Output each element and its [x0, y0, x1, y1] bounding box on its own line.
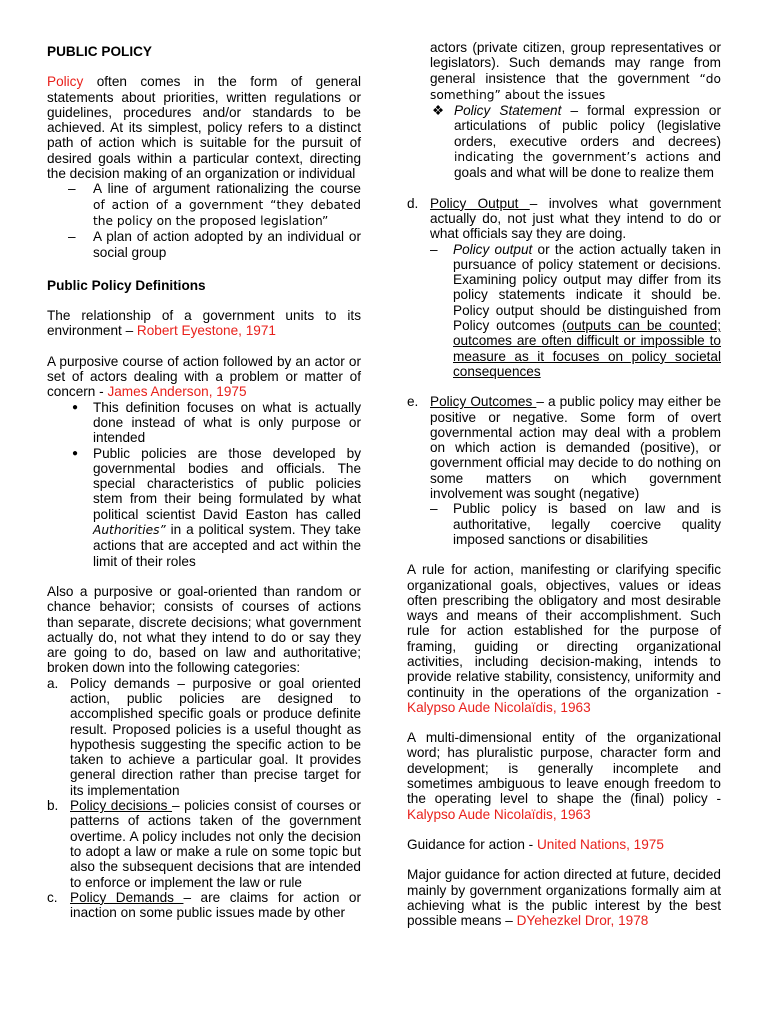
section-heading: Public Policy Definitions: [47, 277, 206, 293]
bullet-item: ● Public policies are those developed by governmental bodies and officials. The special characteristics of public policies stem from their being formulated by what political scientist David Easton has called Authorities” in a political system. They take actions that are accepted and act within the limit of their roles: [72, 445, 361, 569]
category-item: d. Policy Output – involves what government actually do, not just what they intend to do or what officials say they are doing.: [407, 195, 721, 242]
category-item: a. Policy demands – purposive or goal oriented action, public policies are designed to accomplished specific goals or produce definite result. Proposed policies is a useful thought as hypothesis suggesting the specific action to be taken to achieve a particular goal. It provides general direction rather than precise target for its implementation: [47, 675, 361, 798]
sub-list-item: – Policy output or the action actually taken in pursuance of policy statement or decisions. Examining policy output may differ from its policy statements indicate it should be. Policy output should be distinguished from Policy outcomes (outputs can be counted; outcomes are often difficult or impossible to measure as it focuses on policy societal consequences: [430, 241, 722, 379]
sub-list-item: – Public policy is based on law and is authoritative, legally coercive quality imposed sanctions or disabilities: [430, 501, 721, 547]
definition-paragraph: Major guidance for action directed at future, decided mainly by government organizations formally aim at achieving what is the public interest by the best possible means – DYehezkel Dror, 1978: [407, 867, 721, 929]
left-column: [47, 40, 361, 920]
category-continuation: actors (private citizen, group representatives or legislators). Such demands may range from general insistence that the government “do something” about the issues: [430, 40, 721, 102]
bullet-item: ● This definition focuses on what is actually done instead of what is only purpose or intended: [72, 399, 361, 446]
definition-paragraph: A purposive course of action followed by an actor or set of actors dealing with a problem or matter of concern - James Anderson, 1975: [47, 353, 361, 400]
category-item: b. Policy decisions – policies consist of courses or patterns of actions taken of the government overtime. A policy includes not only the decision to adopt a law or make a rule on some topic but also the subsequent decisions that are intended to enforce or implement the law or rule: [47, 798, 361, 890]
dash-marker: –: [68, 181, 76, 197]
author-citation: Robert Eyestone, 1971: [136, 323, 276, 339]
dash-marker: –: [68, 229, 76, 245]
policy-intro-paragraph: [47, 74, 361, 181]
right-column: [407, 40, 721, 928]
category-item: c. Policy Demands – are claims for action or inaction on some public issues made by other: [47, 889, 361, 921]
definition-paragraph: Guidance for action - United Nations, 1975: [407, 836, 664, 852]
author-citation: James Anderson, 1975: [107, 384, 247, 400]
policy-statement-item: ❖ Policy Statement – formal expression or articulations of public policy (legislative orders, executive orders and decrees) indicating the government’s actions and goals and what will be done to realize them: [432, 103, 722, 181]
intro-list-item: – A line of argument rationalizing the course of action of a government “they debated the policy on the proposed legislation”: [68, 181, 361, 228]
definition-paragraph: A multi-dimensional entity of the organizational word; has pluralistic purpose, character form and development; is generally incomplete and sometimes ambiguous to leave enough freedom to the operating level to shape the (final) policy - Kalypso Aude Nicolaïdis, 1963: [407, 730, 721, 822]
definition-paragraph: The relationship of a government units to its environment – Robert Eyestone, 1971: [47, 308, 361, 339]
bullet-marker: ●: [72, 401, 79, 413]
intro-list-item: – A plan of action adopted by an individual or social group: [68, 229, 361, 260]
definition-paragraph: A rule for action, manifesting or clarifying specific organizational goals, objectives, values or ideas often prescribing the obligatory and most desirable ways and means of their accomplishment. Such rule for action established for the purpose of framing, guiding or directing organizational activities, including decision-making, intends to provide relative stability, consistency, uniformity and continuity in the operations of the organization - Kalypso Aude Nicolaïdis, 1963: [407, 562, 721, 715]
author-citation: United Nations, 1975: [536, 836, 664, 852]
policy-intro-text: often comes in the form of general statements about priorities, written regulations or guidelines, procedures and/or standards to be achieved. At its simplest, policy refers to a distinct path of action which is suitable for the pursuit of desired goals within a particular context, directing the decision making of an organization or individual: [47, 74, 361, 182]
category-item: e. Policy Outcomes – a public policy may either be positive or negative. Some form of overt governmental action may deal with a problem on which action is demanded (positive), or government official may decide to do nothing on some matters on which government involvement was sought (negative): [407, 394, 721, 502]
diamond-bullet-icon: ❖: [432, 103, 445, 119]
bullet-marker: ●: [72, 447, 79, 459]
author-citation: Kalypso Aude Nicolaïdis, 1963: [407, 699, 591, 715]
document-title: PUBLIC POLICY: [47, 44, 152, 59]
author-citation: Kalypso Aude Nicolaïdis, 1963: [407, 806, 591, 822]
author-citation: DYehezkel Dror, 1978: [516, 913, 649, 929]
definition-paragraph: Also a purposive or goal-oriented than random or chance behavior; consists of courses of actions than separate, discrete decisions; what government actually do, not what they intend to do or say they are going to do, based on law and authoritative; broken down into the following categories:: [47, 583, 361, 676]
policy-term: Policy: [47, 74, 84, 90]
